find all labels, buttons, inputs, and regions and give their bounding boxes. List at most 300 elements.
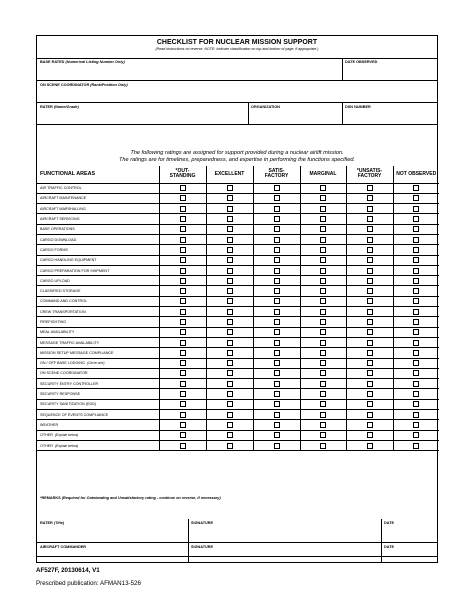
rating-cell-unsatisfactory	[346, 214, 393, 224]
checkbox-not-observed[interactable]	[413, 370, 419, 376]
checkbox-outstanding[interactable]	[180, 195, 186, 201]
base-rated-label: BASE RATED	[40, 60, 65, 64]
checkbox-satisfactory[interactable]	[274, 381, 280, 387]
checkbox-unsatisfactory[interactable]	[367, 288, 373, 294]
checkbox-satisfactory[interactable]	[274, 329, 280, 335]
form-instructions: (Read instructions on reverse. NOTE: Indicate classification on top and bottom of page, if appropriate.)	[155, 47, 319, 51]
rating-cell-excellent	[206, 204, 253, 214]
checkbox-marginal[interactable]	[320, 257, 326, 263]
checkbox-not-observed[interactable]	[413, 268, 419, 274]
checkbox-outstanding[interactable]	[180, 185, 186, 191]
functional-area-cell	[37, 410, 159, 420]
rating-cell-unsatisfactory	[346, 276, 393, 286]
checkbox-satisfactory[interactable]	[274, 298, 280, 304]
checkbox-excellent[interactable]	[227, 443, 233, 449]
checkbox-marginal[interactable]	[320, 412, 326, 418]
checkbox-unsatisfactory[interactable]	[367, 226, 373, 232]
checkbox-excellent[interactable]	[227, 412, 233, 418]
rating-cell-not-observed	[393, 255, 439, 265]
checkbox-excellent[interactable]	[227, 370, 233, 376]
aircraft-commander-label: AIRCRAFT COMMANDER	[40, 545, 86, 549]
table-row	[37, 193, 439, 203]
checkbox-marginal[interactable]	[320, 329, 326, 335]
functional-area-name: WEATHER	[40, 422, 59, 427]
checkbox-satisfactory[interactable]	[274, 350, 280, 356]
checkbox-outstanding[interactable]	[180, 381, 186, 387]
checkbox-satisfactory[interactable]	[274, 432, 280, 438]
rating-cell-not-observed	[393, 399, 439, 409]
checkbox-outstanding[interactable]	[180, 237, 186, 243]
rating-cell-outstanding	[159, 224, 206, 234]
checkbox-satisfactory[interactable]	[274, 443, 280, 449]
functional-area-name: MISSION SETUP MESSAGE COMPLIANCE	[40, 350, 114, 355]
checkbox-unsatisfactory[interactable]	[367, 309, 373, 315]
rating-cell-satisfactory	[253, 286, 300, 296]
divider	[381, 543, 382, 563]
checkbox-unsatisfactory[interactable]	[367, 195, 373, 201]
table-row	[37, 245, 439, 255]
checkbox-excellent[interactable]	[227, 195, 233, 201]
ratings-table	[37, 166, 439, 451]
rating-cell-outstanding	[159, 183, 206, 193]
commander-date-field[interactable]	[384, 545, 394, 549]
rating-cell-marginal	[300, 224, 346, 234]
rating-cell-marginal	[300, 420, 346, 430]
checkbox-satisfactory[interactable]	[274, 288, 280, 294]
checkbox-satisfactory[interactable]	[274, 422, 280, 428]
checkbox-marginal[interactable]	[320, 237, 326, 243]
checkbox-excellent[interactable]	[227, 340, 233, 346]
functional-area-note: (Explain below)	[54, 443, 79, 448]
checkbox-excellent[interactable]	[227, 391, 233, 397]
functional-area-cell	[37, 440, 159, 450]
checkbox-not-observed[interactable]	[413, 432, 419, 438]
checkbox-marginal[interactable]	[320, 391, 326, 397]
rating-cell-unsatisfactory	[346, 410, 393, 420]
checkbox-excellent[interactable]	[227, 237, 233, 243]
osc-field[interactable]	[40, 83, 128, 87]
checkbox-outstanding[interactable]	[180, 432, 186, 438]
checkbox-marginal[interactable]	[320, 226, 326, 232]
functional-area-cell	[37, 224, 159, 234]
checkbox-unsatisfactory[interactable]	[367, 370, 373, 376]
checkbox-marginal[interactable]	[320, 278, 326, 284]
checkbox-outstanding[interactable]	[180, 268, 186, 274]
functional-area-name: OTHER	[40, 443, 53, 448]
checkbox-unsatisfactory[interactable]	[367, 412, 373, 418]
checkbox-not-observed[interactable]	[413, 278, 419, 284]
checkbox-excellent[interactable]	[227, 216, 233, 222]
checkbox-excellent[interactable]	[227, 298, 233, 304]
osc-row	[37, 81, 437, 103]
prescribed-publication: Prescribed publication: AFMAN13-526	[36, 580, 141, 587]
rating-cell-outstanding	[159, 348, 206, 358]
rating-cell-unsatisfactory	[346, 224, 393, 234]
col-outstanding-line-2: STANDING	[169, 173, 196, 180]
functional-area-name: FIREFIGHTING	[40, 320, 67, 324]
checkbox-excellent[interactable]	[227, 268, 233, 274]
checkbox-unsatisfactory[interactable]	[367, 257, 373, 263]
checkbox-satisfactory[interactable]	[274, 268, 280, 274]
checkbox-not-observed[interactable]	[413, 257, 419, 263]
organization-field[interactable]	[251, 105, 280, 109]
dsn-number-field[interactable]	[345, 105, 371, 109]
checkbox-satisfactory[interactable]	[274, 237, 280, 243]
checkbox-outstanding[interactable]	[180, 350, 186, 356]
rating-cell-unsatisfactory	[346, 234, 393, 244]
col-satisfactory	[253, 166, 300, 183]
checkbox-unsatisfactory[interactable]	[367, 278, 373, 284]
functional-area-name: OTHER	[40, 433, 53, 438]
checkbox-satisfactory[interactable]	[274, 401, 280, 407]
checkbox-unsatisfactory[interactable]	[367, 185, 373, 191]
checkbox-outstanding[interactable]	[180, 247, 186, 253]
checkbox-marginal[interactable]	[320, 247, 326, 253]
checkbox-marginal[interactable]	[320, 206, 326, 212]
checkbox-unsatisfactory[interactable]	[367, 391, 373, 397]
rating-cell-excellent	[206, 214, 253, 224]
rating-cell-unsatisfactory	[346, 193, 393, 203]
rating-cell-excellent	[206, 337, 253, 347]
checkbox-satisfactory[interactable]	[274, 195, 280, 201]
checkbox-marginal[interactable]	[320, 381, 326, 387]
rating-cell-outstanding	[159, 410, 206, 420]
rating-cell-not-observed	[393, 440, 439, 450]
rating-cell-not-observed	[393, 234, 439, 244]
checkbox-marginal[interactable]	[320, 268, 326, 274]
table-row	[37, 368, 439, 378]
rating-cell-satisfactory	[253, 368, 300, 378]
col-unsatisfactory-line-1: *UNSATIS-	[356, 167, 383, 174]
rating-cell-marginal	[300, 234, 346, 244]
checkbox-satisfactory[interactable]	[274, 206, 280, 212]
table-row	[37, 389, 439, 399]
functional-area-cell	[37, 399, 159, 409]
rating-cell-unsatisfactory	[346, 245, 393, 255]
checkbox-outstanding[interactable]	[180, 329, 186, 335]
commander-signature-field[interactable]	[191, 545, 213, 549]
rating-cell-marginal	[300, 286, 346, 296]
checkbox-excellent[interactable]	[227, 278, 233, 284]
table-row	[37, 276, 439, 286]
checkbox-satisfactory[interactable]	[274, 360, 280, 366]
checkbox-outstanding[interactable]	[180, 412, 186, 418]
checkbox-unsatisfactory[interactable]	[367, 329, 373, 335]
rating-cell-marginal	[300, 265, 346, 275]
checkbox-outstanding[interactable]	[180, 278, 186, 284]
rating-cell-unsatisfactory	[346, 430, 393, 440]
col-excellent: EXCELLENT	[206, 166, 253, 183]
rater-signature-row	[37, 519, 437, 543]
rating-cell-unsatisfactory	[346, 204, 393, 214]
rating-cell-marginal	[300, 358, 346, 368]
checkbox-satisfactory[interactable]	[274, 257, 280, 263]
checkbox-not-observed[interactable]	[413, 195, 419, 201]
table-row	[37, 358, 439, 368]
checkbox-not-observed[interactable]	[413, 422, 419, 428]
checkbox-not-observed[interactable]	[413, 319, 419, 325]
rating-cell-unsatisfactory	[346, 358, 393, 368]
checkbox-satisfactory[interactable]	[274, 185, 280, 191]
table-row	[37, 183, 439, 193]
checkbox-marginal[interactable]	[320, 298, 326, 304]
divider	[342, 103, 343, 124]
table-row	[37, 265, 439, 275]
rating-cell-outstanding	[159, 255, 206, 265]
checkbox-excellent[interactable]	[227, 422, 233, 428]
col-marginal: MARGINAL	[300, 166, 346, 183]
rating-cell-not-observed	[393, 245, 439, 255]
checkbox-not-observed[interactable]	[413, 340, 419, 346]
checkbox-marginal[interactable]	[320, 360, 326, 366]
checkbox-marginal[interactable]	[320, 340, 326, 346]
checkbox-outstanding[interactable]	[180, 226, 186, 232]
checkbox-satisfactory[interactable]	[274, 391, 280, 397]
divider	[188, 519, 189, 542]
rating-cell-outstanding	[159, 379, 206, 389]
date-observed-field[interactable]	[345, 60, 377, 64]
checkbox-unsatisfactory[interactable]	[367, 360, 373, 366]
rating-cell-satisfactory	[253, 337, 300, 347]
checkbox-not-observed[interactable]	[413, 443, 419, 449]
checkbox-excellent[interactable]	[227, 288, 233, 294]
rating-cell-excellent	[206, 224, 253, 234]
rating-cell-excellent	[206, 420, 253, 430]
checkbox-not-observed[interactable]	[413, 185, 419, 191]
rating-cell-unsatisfactory	[346, 389, 393, 399]
checkbox-satisfactory[interactable]	[274, 309, 280, 315]
checkbox-unsatisfactory[interactable]	[367, 443, 373, 449]
checkbox-not-observed[interactable]	[413, 381, 419, 387]
table-row	[37, 348, 439, 358]
checkbox-outstanding[interactable]	[180, 206, 186, 212]
rating-cell-marginal	[300, 379, 346, 389]
functional-area-name: CREW TRANSPORTATION	[40, 309, 86, 314]
checkbox-not-observed[interactable]	[413, 309, 419, 315]
checkbox-outstanding[interactable]	[180, 298, 186, 304]
checkbox-not-observed[interactable]	[413, 247, 419, 253]
base-rated-field[interactable]	[40, 60, 125, 64]
checkbox-outstanding[interactable]	[180, 319, 186, 325]
rating-cell-excellent	[206, 389, 253, 399]
checkbox-marginal[interactable]	[320, 370, 326, 376]
checkbox-satisfactory[interactable]	[274, 340, 280, 346]
rating-cell-outstanding	[159, 193, 206, 203]
rating-cell-unsatisfactory	[346, 255, 393, 265]
functional-area-cell	[37, 420, 159, 430]
checkbox-marginal[interactable]	[320, 443, 326, 449]
rating-cell-marginal	[300, 348, 346, 358]
checkbox-excellent[interactable]	[227, 319, 233, 325]
rater-signature-label: SIGNATURE	[191, 521, 214, 525]
checkbox-not-observed[interactable]	[413, 216, 419, 222]
checkbox-unsatisfactory[interactable]	[367, 298, 373, 304]
checkbox-excellent[interactable]	[227, 185, 233, 191]
checkbox-unsatisfactory[interactable]	[367, 381, 373, 387]
checkbox-not-observed[interactable]	[413, 206, 419, 212]
rating-cell-outstanding	[159, 265, 206, 275]
rating-cell-outstanding	[159, 204, 206, 214]
rater-date-field[interactable]	[384, 521, 394, 525]
checkbox-excellent[interactable]	[227, 381, 233, 387]
checkbox-marginal[interactable]	[320, 195, 326, 201]
rating-cell-outstanding	[159, 327, 206, 337]
checkbox-marginal[interactable]	[320, 401, 326, 407]
checkbox-excellent[interactable]	[227, 401, 233, 407]
rating-cell-excellent	[206, 296, 253, 306]
checkbox-unsatisfactory[interactable]	[367, 216, 373, 222]
checkbox-satisfactory[interactable]	[274, 216, 280, 222]
checkbox-outstanding[interactable]	[180, 288, 186, 294]
rating-cell-excellent	[206, 276, 253, 286]
checkbox-marginal[interactable]	[320, 319, 326, 325]
checkbox-not-observed[interactable]	[413, 412, 419, 418]
form-number: AF527F, 20130614, V1	[36, 567, 100, 574]
divider	[188, 543, 189, 563]
checkbox-not-observed[interactable]	[413, 226, 419, 232]
rating-cell-satisfactory	[253, 193, 300, 203]
rating-cell-excellent	[206, 399, 253, 409]
checkbox-not-observed[interactable]	[413, 329, 419, 335]
rating-cell-outstanding	[159, 358, 206, 368]
rating-cell-satisfactory	[253, 214, 300, 224]
checkbox-outstanding[interactable]	[180, 443, 186, 449]
rating-cell-marginal	[300, 307, 346, 317]
checkbox-unsatisfactory[interactable]	[367, 432, 373, 438]
checkbox-not-observed[interactable]	[413, 401, 419, 407]
rating-cell-not-observed	[393, 276, 439, 286]
functional-area-name: SEQUENCE OF EVENTS COMPLIANCE	[40, 412, 109, 417]
checkbox-unsatisfactory[interactable]	[367, 247, 373, 253]
rating-cell-unsatisfactory	[346, 307, 393, 317]
checkbox-marginal[interactable]	[320, 432, 326, 438]
rating-cell-unsatisfactory	[346, 265, 393, 275]
rating-cell-not-observed	[393, 307, 439, 317]
checkbox-outstanding[interactable]	[180, 370, 186, 376]
checkbox-not-observed[interactable]	[413, 288, 419, 294]
checkbox-not-observed[interactable]	[413, 391, 419, 397]
checkbox-not-observed[interactable]	[413, 237, 419, 243]
checkbox-not-observed[interactable]	[413, 350, 419, 356]
functional-area-cell	[37, 307, 159, 317]
rating-cell-satisfactory	[253, 255, 300, 265]
dsn-number-label: DSN NUMBER	[345, 105, 371, 109]
checkbox-excellent[interactable]	[227, 247, 233, 253]
rating-cell-not-observed	[393, 337, 439, 347]
functional-area-cell	[37, 286, 159, 296]
checkbox-satisfactory[interactable]	[274, 247, 280, 253]
checkbox-outstanding[interactable]	[180, 216, 186, 222]
checkbox-unsatisfactory[interactable]	[367, 401, 373, 407]
checkbox-unsatisfactory[interactable]	[367, 350, 373, 356]
rating-cell-marginal	[300, 410, 346, 420]
checkbox-satisfactory[interactable]	[274, 319, 280, 325]
checkbox-excellent[interactable]	[227, 257, 233, 263]
table-row	[37, 440, 439, 450]
rating-cell-satisfactory	[253, 389, 300, 399]
checkbox-marginal[interactable]	[320, 422, 326, 428]
checkbox-excellent[interactable]	[227, 309, 233, 315]
checkbox-satisfactory[interactable]	[274, 278, 280, 284]
rating-cell-unsatisfactory	[346, 296, 393, 306]
aircraft-commander-field[interactable]	[40, 545, 86, 549]
functional-area-cell	[37, 296, 159, 306]
checkbox-marginal[interactable]	[320, 216, 326, 222]
checkbox-excellent[interactable]	[227, 329, 233, 335]
checkbox-unsatisfactory[interactable]	[367, 340, 373, 346]
checkbox-marginal[interactable]	[320, 309, 326, 315]
rating-cell-not-observed	[393, 358, 439, 368]
rating-cell-not-observed	[393, 379, 439, 389]
checkbox-unsatisfactory[interactable]	[367, 206, 373, 212]
rating-cell-unsatisfactory	[346, 440, 393, 450]
rating-cell-excellent	[206, 245, 253, 255]
checkbox-marginal[interactable]	[320, 350, 326, 356]
table-row	[37, 307, 439, 317]
checkbox-excellent[interactable]	[227, 206, 233, 212]
checkbox-satisfactory[interactable]	[274, 370, 280, 376]
checkbox-excellent[interactable]	[227, 226, 233, 232]
functional-area-name: CLASSIFIED STORAGE	[40, 289, 81, 294]
checkbox-marginal[interactable]	[320, 185, 326, 191]
table-row	[37, 337, 439, 347]
checkbox-unsatisfactory[interactable]	[367, 422, 373, 428]
checkbox-outstanding[interactable]	[180, 257, 186, 263]
rating-cell-excellent	[206, 348, 253, 358]
rating-cell-satisfactory	[253, 440, 300, 450]
rating-cell-excellent	[206, 379, 253, 389]
checkbox-not-observed[interactable]	[413, 298, 419, 304]
checkbox-unsatisfactory[interactable]	[367, 319, 373, 325]
checkbox-outstanding[interactable]	[180, 422, 186, 428]
rating-cell-not-observed	[393, 286, 439, 296]
checkbox-unsatisfactory[interactable]	[367, 268, 373, 274]
rater-title-hint: (Title)	[53, 521, 65, 525]
checkbox-outstanding[interactable]	[180, 340, 186, 346]
rating-cell-satisfactory	[253, 204, 300, 214]
rating-cell-marginal	[300, 368, 346, 378]
rating-cell-outstanding	[159, 420, 206, 430]
rater-field[interactable]	[40, 105, 79, 109]
checkbox-marginal[interactable]	[320, 288, 326, 294]
functional-area-name: SECURITY SANITIZATION (EDD)	[40, 402, 96, 407]
rating-cell-outstanding	[159, 286, 206, 296]
checkbox-excellent[interactable]	[227, 350, 233, 356]
col-outstanding-line-1: *OUT-	[175, 167, 190, 174]
col-outstanding	[159, 166, 206, 183]
checkbox-excellent[interactable]	[227, 432, 233, 438]
checkbox-satisfactory[interactable]	[274, 226, 280, 232]
rating-cell-excellent	[206, 440, 253, 450]
checkbox-unsatisfactory[interactable]	[367, 237, 373, 243]
functional-area-name: ON / OFF BASE LODGING	[40, 361, 85, 366]
functional-area-name: CARGO UPLOAD	[40, 278, 70, 283]
rating-cell-satisfactory	[253, 296, 300, 306]
checkbox-satisfactory[interactable]	[274, 412, 280, 418]
checkbox-outstanding[interactable]	[180, 391, 186, 397]
table-row	[37, 214, 439, 224]
rater-title-field[interactable]	[40, 521, 64, 525]
checkbox-outstanding[interactable]	[180, 309, 186, 315]
rater-signature-field[interactable]	[191, 521, 213, 525]
checkbox-not-observed[interactable]	[413, 360, 419, 366]
checkbox-outstanding[interactable]	[180, 401, 186, 407]
functional-area-cell	[37, 389, 159, 399]
rating-cell-not-observed	[393, 327, 439, 337]
checkbox-outstanding[interactable]	[180, 360, 186, 366]
checkbox-excellent[interactable]	[227, 360, 233, 366]
rating-cell-satisfactory	[253, 399, 300, 409]
